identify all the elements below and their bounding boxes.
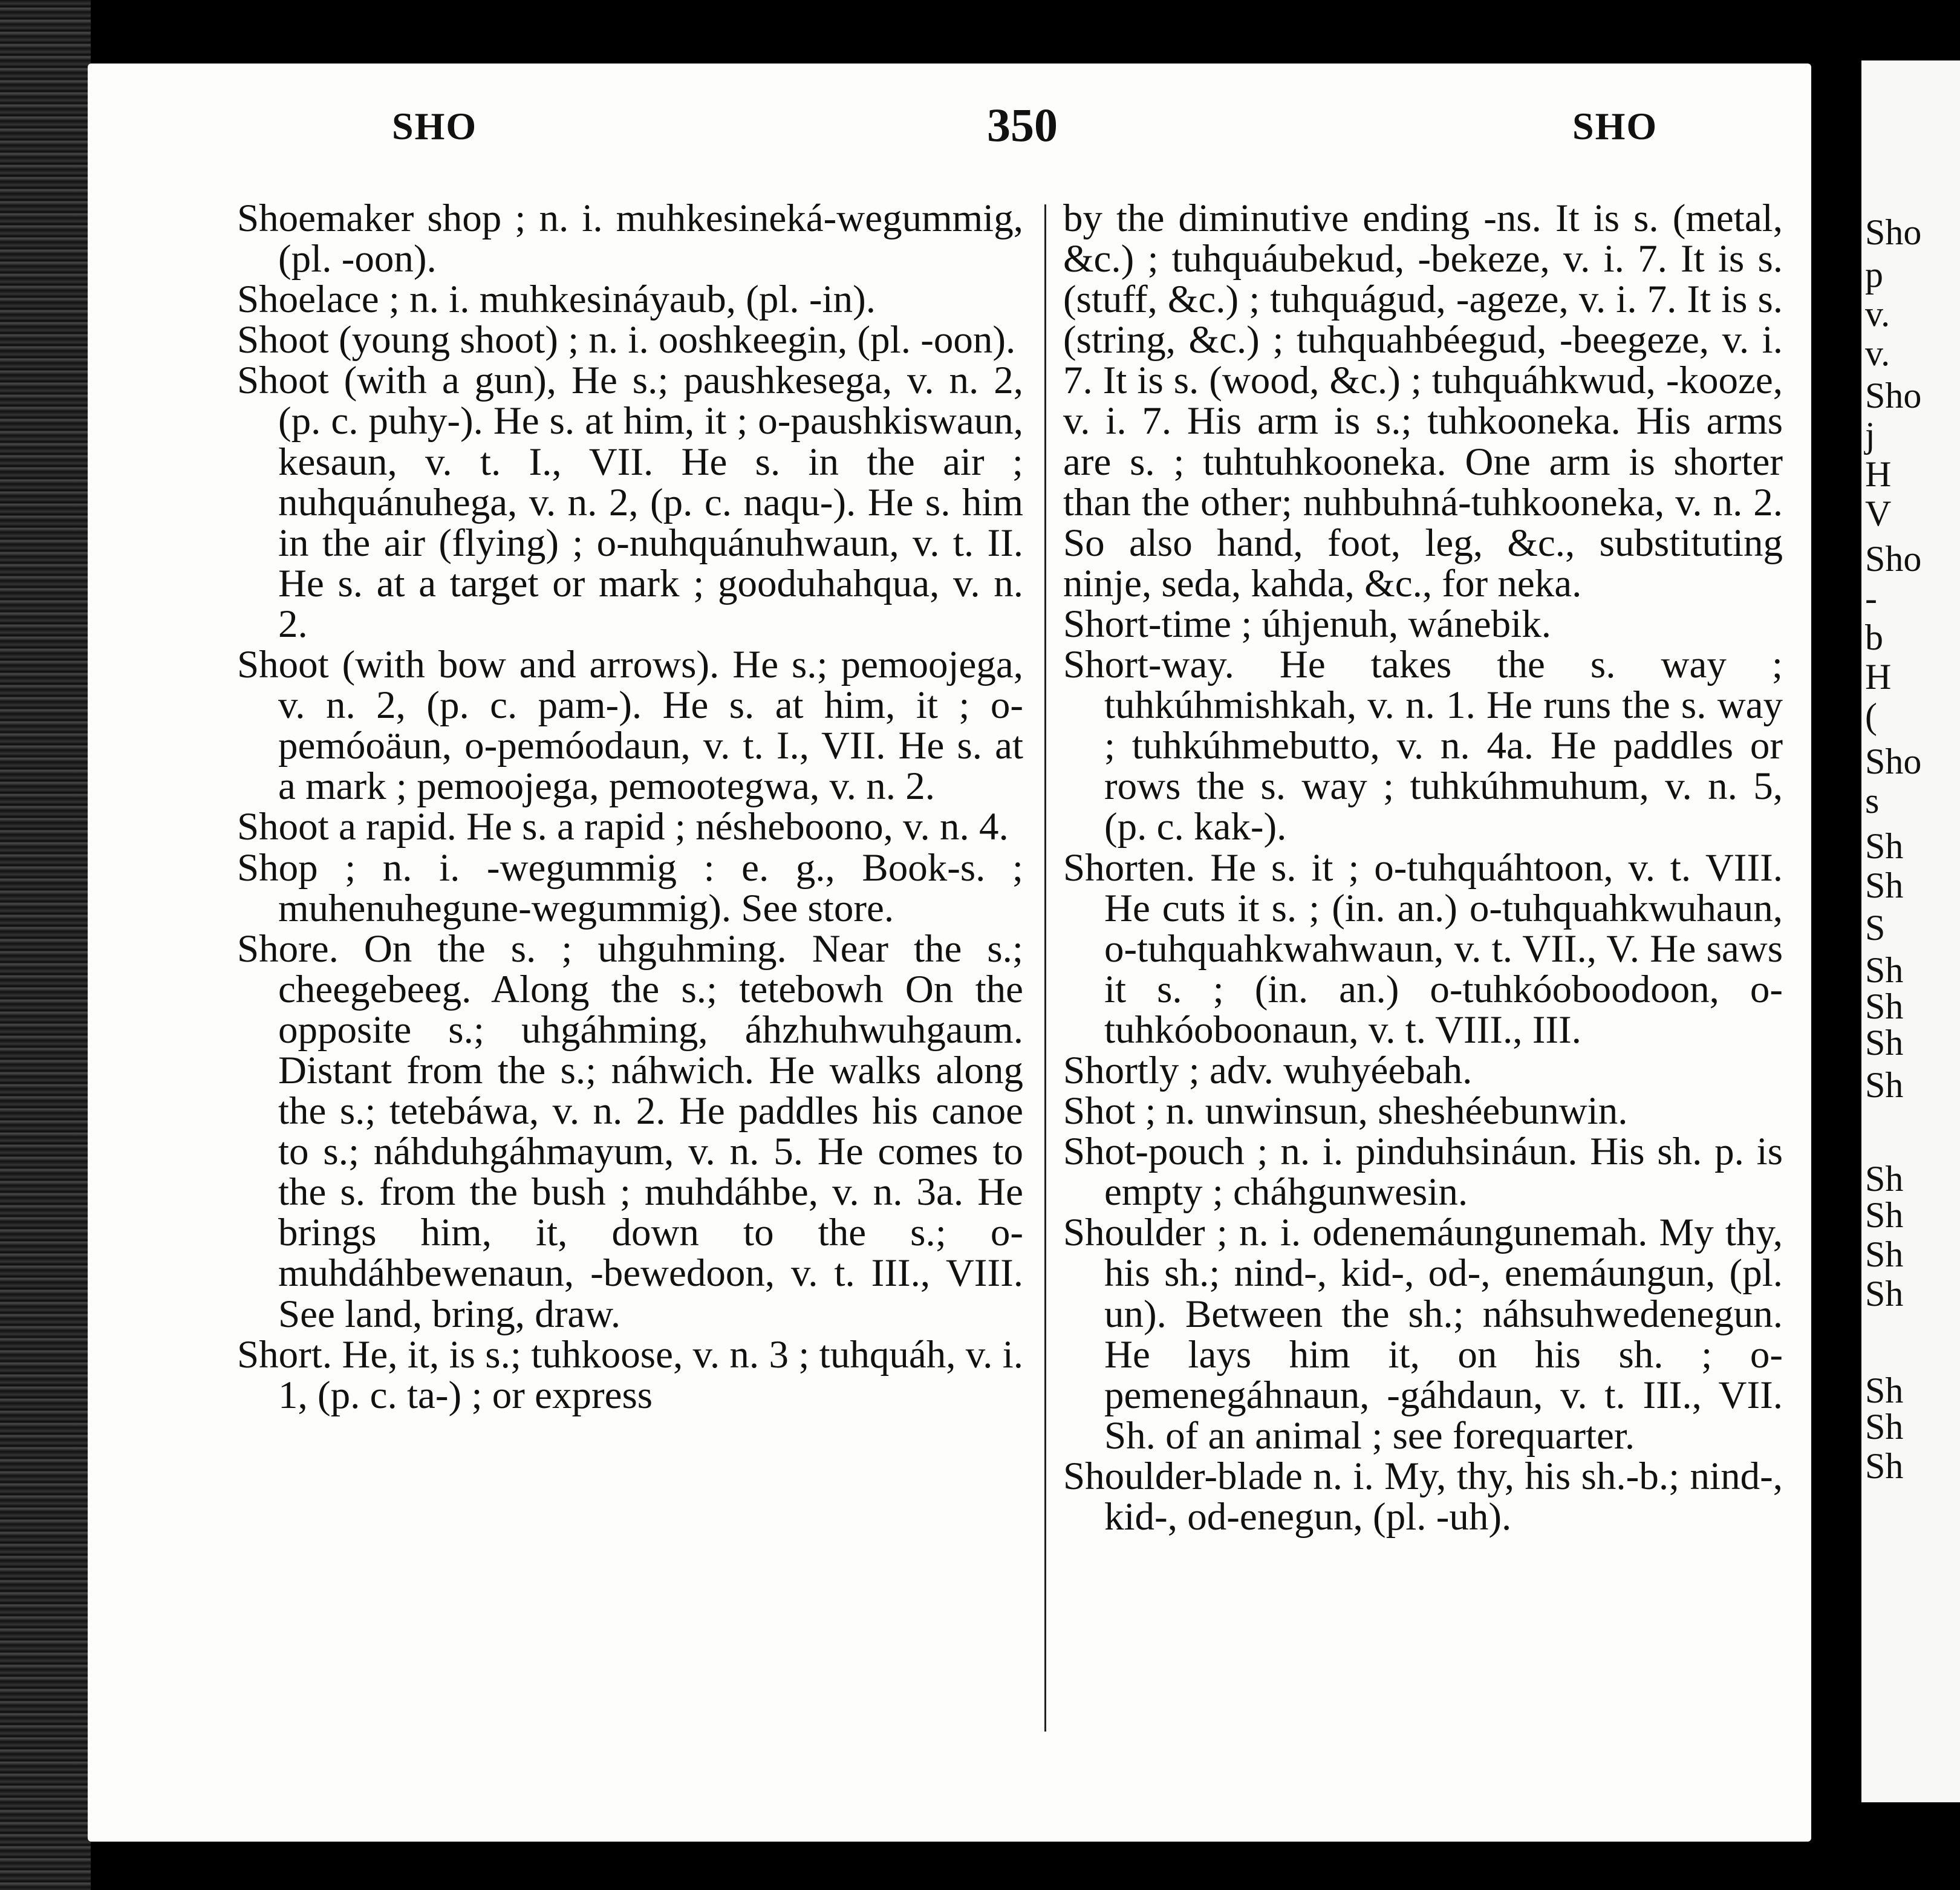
- adjacent-page-text-fragment: V: [1865, 494, 1892, 533]
- adjacent-page-text-fragment: s: [1865, 781, 1880, 821]
- adjacent-page-text-fragment: p: [1865, 255, 1883, 295]
- adjacent-page-text-fragment: H: [1865, 657, 1892, 697]
- entry-shop: Shop ; n. i. -wegummig : e. g., Book-s. ; muhenuhegune-wegummig). See store.: [237, 846, 1023, 930]
- left-column: [237, 198, 1023, 1416]
- entry-shoelace: Shoelace ; n. i. muhkesináyaub, (pl. -in).: [237, 278, 876, 322]
- entry-shoemaker-shop: Shoemaker shop ; n. i. muhkesineká-wegummig, (pl. -oon).: [237, 197, 1023, 281]
- adjacent-page-text-fragment: Sh: [1865, 1195, 1904, 1235]
- adjacent-page-text-fragment: -: [1865, 578, 1877, 618]
- entry-shortly: Shortly ; adv. wuhyéebah.: [1063, 1048, 1473, 1092]
- adjacent-page-text-fragment: Sh: [1865, 1159, 1904, 1199]
- entry-shoot-bow: Shoot (with bow and arrows). He s.; pemoojega, v. n. 2, (p. c. pam-). He s. at him, it ; o-pemóoäun, o-pemóodaun, v. t. I., VII. He s. at a mark ; pemoojega, pemootegwa, v. n. 2.: [237, 643, 1023, 809]
- entry-short: Short. He, it, is s.; tuhkoose, v. n. 3 ; tuhquáh, v. i. 1, (p. c. ta-) ; or express: [237, 1332, 1023, 1417]
- adjacent-page-text-fragment: Sh: [1865, 1065, 1904, 1105]
- entry-shoot-young: Shoot (young shoot) ; n. i. ooshkeegin, (pl. -oon).: [237, 318, 1016, 362]
- book-gutter-edge: [0, 0, 91, 1890]
- adjacent-page-text-fragment: Sho: [1865, 741, 1922, 781]
- entry-shoot-gun: Shoot (with a gun), He s.; paushkesega, v. n. 2, (p. c. puhy-). He s. at him, it ; o-paushkiswaun, kesaun, v. t. I., VII. He s. in the air ; nuhquánuhega, v. n. 2, (p. c. naqu-). He s. him in the air (flying) ; o-nuhquánuhwaun, v. t. II. He s. at a target or mark ; gooduhahqua, v. n. 2.: [237, 359, 1023, 646]
- adjacent-page-text-fragment: Sho: [1865, 376, 1922, 415]
- adjacent-page-text-fragment: Sh: [1865, 986, 1904, 1026]
- entry-shorten: Shorten. He s. it ; o-tuhquáhtoon, v. t. VIII. He cuts it s. ; (in. an.) o-tuhquahkwuhaun, o-tuhquahkwahwaun, v. t. VII., V. He saws it s. ; (in. an.) o-tuhkóoboodoon, o-tuhkóoboonaun, v. t. VIII., III.: [1063, 846, 1783, 1052]
- adjacent-page-text-fragment: v.: [1865, 333, 1890, 373]
- adjacent-page-text-fragment: Sh: [1865, 1407, 1904, 1447]
- adjacent-page-text-fragment: Sh: [1865, 1023, 1904, 1063]
- page-number: 350: [987, 99, 1058, 151]
- entry-shot-pouch: Shot-pouch ; n. i. pinduhsináun. His sh. p. is empty ; cháhgunwesin.: [1063, 1130, 1783, 1214]
- adjacent-page-fragment: [1861, 60, 1960, 1802]
- entry-shot: Shot ; n. unwinsun, sheshéebunwin.: [1063, 1089, 1628, 1133]
- entry-shoulder: Shoulder ; n. i. odenemáungunemah. My thy, his sh.; nind-, kid-, od-, enemáungun, (pl. un). Between the sh.; náhsuhwedenegun. He lays him it, on his sh. ; o-pemenegáhnaun, -gáhdaun, v. t. III., VII. Sh. of an animal ; see forequarter.: [1063, 1211, 1783, 1458]
- running-head-left: SHO: [392, 105, 478, 148]
- adjacent-page-text-fragment: Sho: [1865, 212, 1922, 252]
- adjacent-page-text-fragment: Sh: [1865, 865, 1904, 905]
- adjacent-page-text-fragment: H: [1865, 454, 1892, 494]
- entry-short-continued: by the diminutive ending -ns. It is s. (metal, &c.) ; tuhquáubekud, -bekeze, v. i. 7. It is s. (stuff, &c.) ; tuhquágud, -ageze, v. i. 7. It is s. (string, &c.) ; tuhquahbéegud, -beegeze, v. i. 7. It is s. (wood, &c.) ; tuhquáhkwud, -kooze, v. i. 7. His arm is s.; tuhkooneka. His arms are s. ; tuhtuhkooneka. One arm is shorter than the other; nuhbuhná-tuhkooneka, v. n. 2. So also hand, foot, leg, &c., substituting ninje, seda, kahda, &c., for neka.: [1063, 197, 1783, 605]
- adjacent-page-text-fragment: v.: [1865, 294, 1890, 334]
- adjacent-page-text-fragment: j: [1865, 415, 1875, 455]
- running-head-right: SHO: [1572, 105, 1658, 148]
- adjacent-page-text-fragment: Sh: [1865, 1234, 1904, 1274]
- adjacent-page-text-fragment: Sh: [1865, 1446, 1904, 1486]
- adjacent-page-text-fragment: Sh: [1865, 826, 1904, 866]
- entry-short-way: Short-way. He takes the s. way ; tuhkúhmishkah, v. n. 1. He runs the s. way ; tuhkúhmebutto, v. n. 4a. He paddles or rows the s. way ; tuhkúhmuhum, v. n. 5, (p. c. kak-).: [1063, 643, 1783, 849]
- entry-shore: Shore. On the s. ; uhguhming. Near the s.; cheegebeeg. Along the s.; tetebowh On the opposite s.; uhgáhming, áhzhuhwuhgaum. Distant from the s.; náhwich. He walks along the s.; tetebáwa, v. n. 2. He paddles his canoe to s.; náhduhgáhmayum, v. n. 5. He comes to the s. from the bush ; muhdáhbe, v. n. 3a. He brings him, it, down to the s.; o-muhdáhbewenaun, -bewedoon, v. t. III., VIII. See land, bring, draw.: [237, 927, 1023, 1336]
- column-divider: [1044, 204, 1046, 1732]
- right-column: [1063, 198, 1783, 1537]
- adjacent-page-text-fragment: (: [1865, 696, 1877, 736]
- adjacent-page-text-fragment: Sh: [1865, 1274, 1904, 1314]
- adjacent-page-text-fragment: Sh: [1865, 1370, 1904, 1410]
- entry-shoot-rapid: Shoot a rapid. He s. a rapid ; nésheboono, v. n. 4.: [237, 805, 1009, 849]
- entry-short-time: Short-time ; úhjenuh, wánebik.: [1063, 602, 1551, 646]
- adjacent-page-text-fragment: Sh: [1865, 950, 1904, 990]
- entry-shoulder-blade: Shoulder-blade n. i. My, thy, his sh.-b.; nind-, kid-, od-enegun, (pl. -uh).: [1063, 1454, 1783, 1539]
- adjacent-page-text-fragment: S: [1865, 908, 1886, 948]
- adjacent-page-text-fragment: b: [1865, 618, 1883, 657]
- adjacent-page-text-fragment: Sho: [1865, 539, 1922, 579]
